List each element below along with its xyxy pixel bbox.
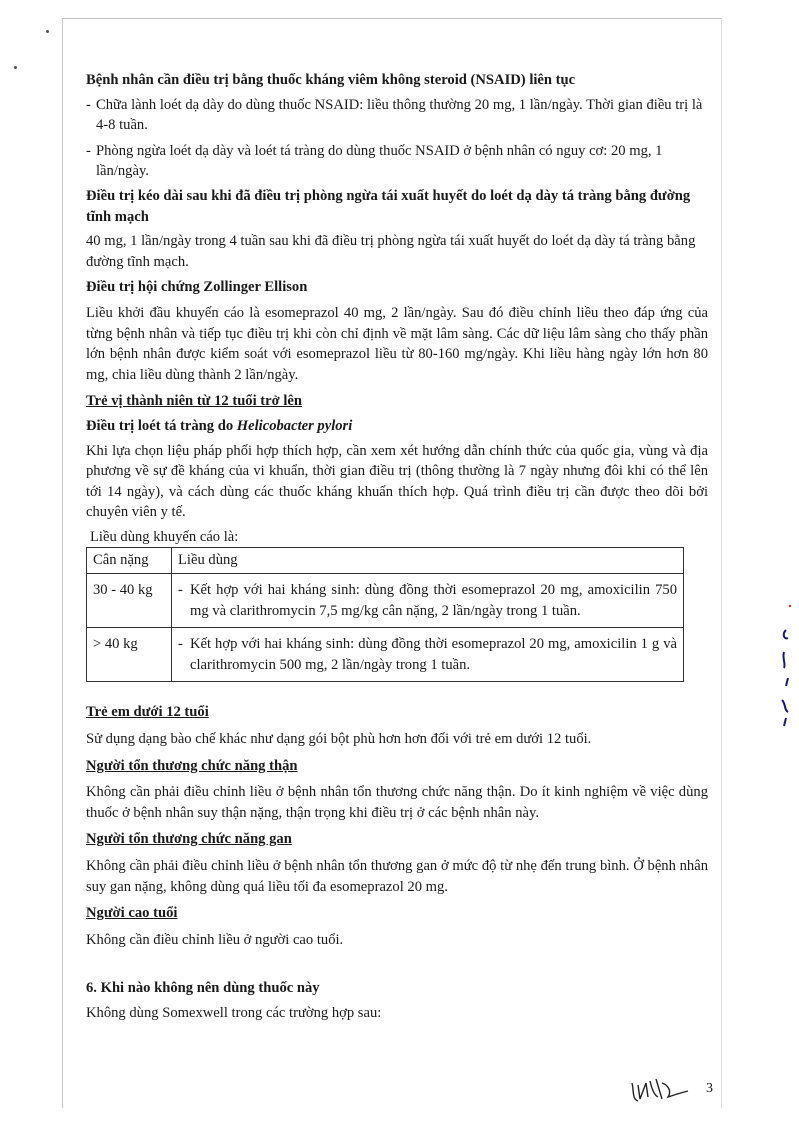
paragraph: Không cần phải điều chỉnh liều ở bệnh nhân tổn thương gan ở mức độ từ nhẹ đến trung bình. Ở bệnh nhân suy gan nặng, không dùng quá liều tối đa esomeprazol 20 mg. [86, 858, 708, 895]
list-item: - Chữa lành loét dạ dày do dùng thuốc NSAID: liều thông thường 20 mg, 1 lần/ngày. Thời gian điều trị là 4-8 tuần. [86, 96, 703, 134]
scan-speck [14, 66, 17, 69]
section-heading: Trẻ vị thành niên từ 12 tuổi trở lên [86, 393, 303, 410]
paragraph: Không dùng Somexwell trong các trường hợp sau: [86, 1004, 382, 1021]
section-heading: Người tổn thương chức năng thận [86, 757, 298, 774]
section-heading: Người cao tuổi [86, 905, 178, 922]
paragraph: 40 mg, 1 lần/ngày trong 4 tuần sau khi đã điều trị phòng ngừa tái xuất huyết do loét dạ dày tá tràng bằng đường tĩnh mạch. [86, 233, 696, 270]
paragraph: Không cần điều chỉnh liều ở người cao tuổi. [86, 931, 344, 948]
table-cell-weight: 30 - 40 kg [87, 574, 172, 628]
dose-intro: Liều dùng khuyến cáo là: [90, 528, 239, 545]
section-heading: Điều trị hội chứng Zollinger Ellison [86, 279, 308, 296]
scan-border-top [62, 18, 722, 19]
scan-speck [46, 30, 49, 33]
table-header-cell: Cân nặng [87, 548, 172, 574]
paragraph: Liều khởi đầu khuyến cáo là esomeprazol 40 mg, 2 lần/ngày. Sau đó điều chỉnh liều theo đáp ứng của từng bệnh nhân và tiếp tục điều trị khi còn chỉ định về mặt lâm sàng. Các dữ liệu lâm sàng cho thấy phần lớn bệnh nhân được kiểm soát với esomeprazol liều từ 80-160 mg/ngày. Khi liều hàng ngày lớn hơn 80 mg, chia liều dùng thành 2 lần/ngày. [86, 304, 708, 383]
table-cell-dose: - Kết hợp với hai kháng sinh: dùng đồng thời esomeprazol 20 mg, amoxicilin 1 g và clarithromycin 500 mg, 2 lần/ngày trong 1 tuần. [172, 628, 684, 682]
list-item: - Phòng ngừa loét dạ dày và loét tá tràng do dùng thuốc NSAID ở bệnh nhân có nguy cơ: 20 mg, 1 lần/ngày. [86, 142, 663, 180]
scan-border-right [721, 18, 722, 1108]
section-heading: Bệnh nhân cần điều trị bằng thuốc kháng viêm không steroid (NSAID) liên tục [86, 72, 576, 88]
section-heading: Điều trị kéo dài sau khi đã điều trị phòng ngừa tái xuất huyết do loét dạ dày tá tràng bằng đường tĩnh mạch [86, 187, 691, 225]
dose-table [86, 547, 684, 682]
subsection-heading: Điều trị loét tá tràng do Helicobacter pylori [86, 417, 353, 434]
page-number: 3 [706, 1081, 713, 1096]
table-cell-weight: > 40 kg [87, 628, 172, 682]
section-heading: Người tổn thương chức năng gan [86, 831, 292, 848]
table-header-row [87, 548, 684, 574]
table-cell-dose: - Kết hợp với hai kháng sinh: dùng đồng thời esomeprazol 20 mg, amoxicilin 750 mg và clarithromycin 7,5 mg/kg cân nặng, 2 lần/ngày trong 1 tuần. [172, 574, 684, 628]
margin-stamp-marks [772, 600, 796, 750]
scan-border-left [62, 18, 63, 1108]
table-row [87, 574, 684, 628]
page-content [86, 70, 708, 1024]
table-header-cell: Liều dùng [172, 548, 684, 574]
paragraph: Sử dụng dạng bào chế khác như dạng gói bột phù hơn hơn đối với trẻ em dưới 12 tuổi. [86, 731, 592, 748]
paragraph: Khi lựa chọn liệu pháp phối hợp thích hợp, cần xem xét hướng dẫn chính thức của quốc gia, vùng và địa phương về sự đề kháng của vi khuẩn, thời gian điều trị (thông thường là 7 ngày nhưng đôi khi có thể lên tới 14 ngày), và cách dùng các thuốc kháng khuẩn thích hợp. Quá trình điều trị cần được theo dõi bởi chuyên viên y tế. [86, 442, 708, 521]
paragraph: Không cần phải điều chỉnh liều ở bệnh nhân tổn thương chức năng thận. Do ít kinh nghiệm về việc dùng thuốc ở bệnh nhân suy thận nặng, thận trọng khi điều trị ở các bệnh nhân này. [86, 784, 708, 821]
signature-initials [628, 1075, 692, 1105]
section-6-heading: 6. Khi nào không nên dùng thuốc này [86, 980, 320, 997]
section-heading: Trẻ em dưới 12 tuổi [86, 704, 209, 721]
table-row [87, 628, 684, 682]
